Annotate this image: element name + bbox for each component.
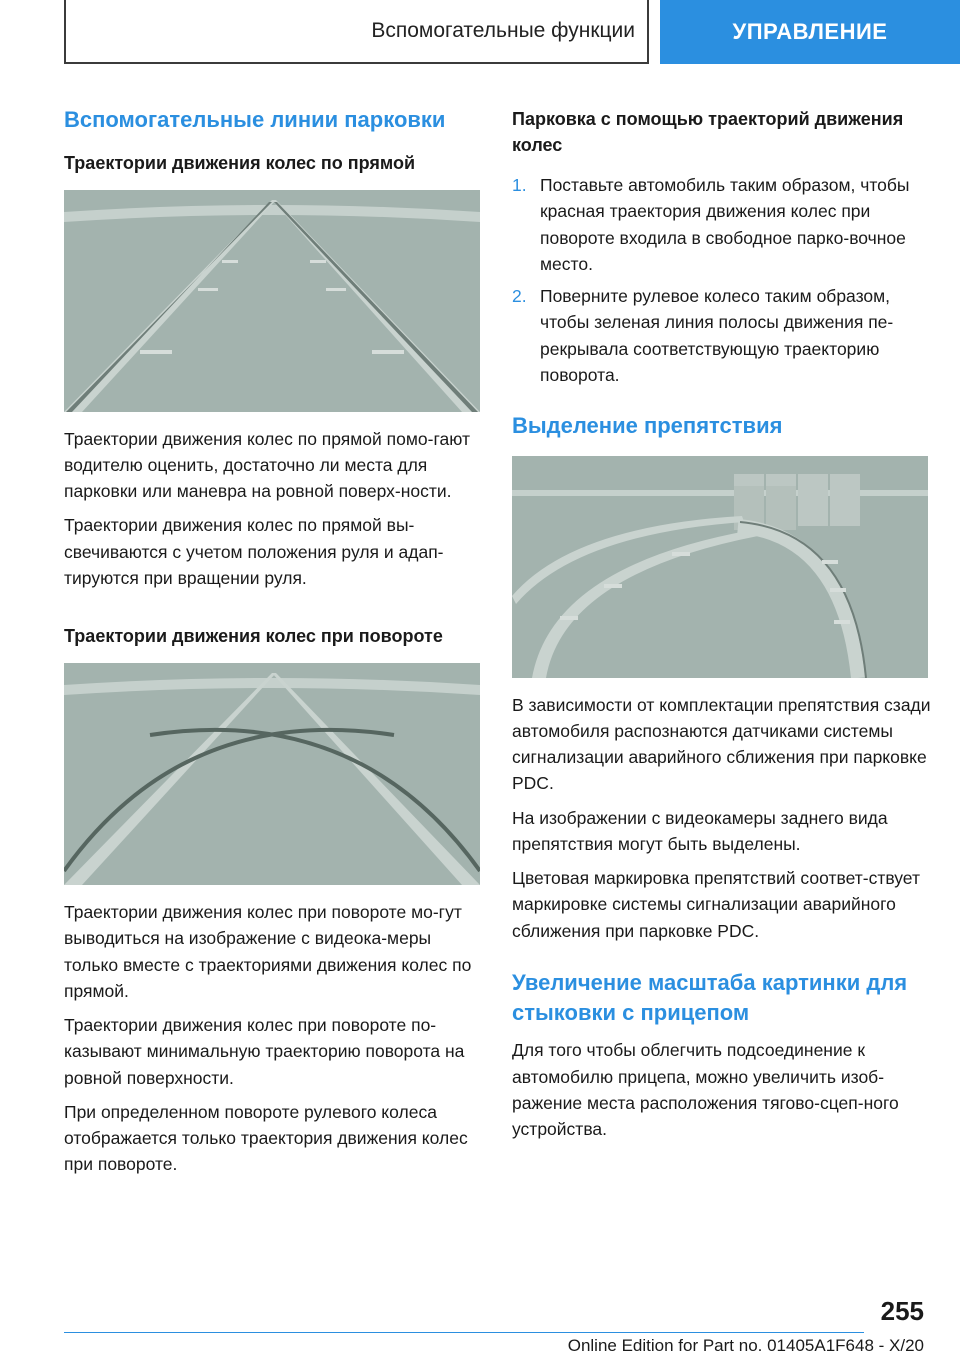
paragraph-straight-1: Траектории движения колес по прямой помо-гают водителю оценить, достаточно ли места для парковки или маневра на ровной поверх-ности. [64, 428, 470, 502]
section-title-zoom: Увеличение масштаба картинки для стыковки с прицепом [512, 969, 908, 1025]
paragraph-obstacle-2: На изображении с видеокамеры заднего вида препятствия могут быть выделены. [512, 807, 888, 854]
subtitle-straight-trajectories: Траектории движения колес по прямой [64, 152, 416, 173]
step-item [512, 283, 932, 388]
footer-divider [64, 1332, 864, 1333]
figure-turn-trajectories [64, 663, 480, 885]
header-section-title: Вспомогательные функции [371, 19, 635, 42]
step-number: 1. [512, 175, 527, 196]
paragraph-zoom: Для того чтобы облегчить подсоединение к автомобилю прицепа, можно увеличить изоб-ражение места расположения тягово-сцеп-ного устройства. [512, 1040, 899, 1140]
subtitle-parking-with-trajectories: Парковка с помощью траекторий движения колес [512, 109, 904, 156]
footer-edition: Online Edition for Part no. 01405A1F648 - X/20 [567, 1336, 924, 1355]
paragraph-turn-2: Траектории движения колес при повороте по-казывают минимальную траекторию поворота на ровной поверхности. [64, 1015, 465, 1088]
right-column [512, 96, 932, 1150]
paragraph-straight-2: Траектории движения колес по прямой вы-свечиваются с учетом положения руля и адап-тируются при вращении руля. [64, 515, 444, 588]
section-title-parking-lines: Вспомогательные линии парковки [64, 107, 446, 132]
step-number: 2. [512, 286, 527, 307]
section-title-obstacle: Выделение препятствия [512, 413, 783, 439]
header-section [64, 0, 649, 64]
paragraph-obstacle-1: В зависимости от комплектации препятствия сзади автомобиля распознаются датчиками системы сигнализации аварийного сближения при парковке PDC. [512, 694, 931, 794]
header-chapter [660, 0, 960, 64]
step-text: Поверните рулевое колесо таким образом, чтобы зеленая линия полосы движения пе-рекрывала соответствующую траекторию поворота. [540, 286, 894, 385]
figure-obstacle-highlight [512, 456, 928, 678]
subtitle-turn-trajectories: Траектории движения колес при повороте [64, 626, 443, 647]
steps-list [512, 172, 932, 388]
paragraph-turn-3: При определенном повороте рулевого колеса отображается только траектория движения колес при повороте. [64, 1101, 468, 1175]
figure-straight-trajectories [64, 190, 480, 412]
step-text: Поставьте автомобиль таким образом, чтобы красная траектория движения колес при повороте входила в свободное парко-вочное место. [540, 175, 910, 274]
paragraph-obstacle-3: Цветовая маркировка препятствий соответ-ствует маркировке системы сигнализации аварийного сближения при парковке PDC. [512, 868, 920, 941]
left-column [64, 96, 482, 1186]
header-chapter-title: УПРАВЛЕНИЕ [732, 19, 888, 44]
step-item [512, 172, 932, 277]
page-number: 255 [880, 1296, 924, 1326]
paragraph-turn-1: Траектории движения колес при повороте мо-гут выводиться на изображение с видеока-меры только вместе с траекториями движения колес по прямой. [64, 902, 472, 1001]
